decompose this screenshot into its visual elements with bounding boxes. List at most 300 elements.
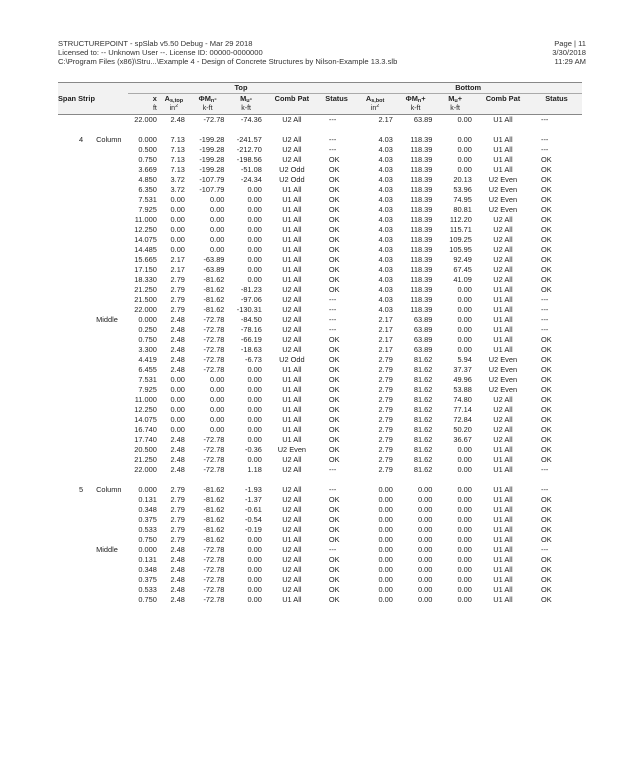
cell-strip xyxy=(86,145,128,155)
cell-span xyxy=(58,445,86,455)
table-row xyxy=(58,495,582,505)
cell-span xyxy=(58,385,86,395)
report-date: 3/30/2018 xyxy=(552,48,586,58)
cell-comb-top: U1 All xyxy=(282,405,302,414)
cell-as-bot: 4.03 xyxy=(378,275,393,284)
cell-as-bot: 2.79 xyxy=(378,355,393,364)
cell-phimn-top: -72.78 xyxy=(203,575,225,584)
cell-status-bot: OK xyxy=(541,505,552,514)
cell-mu-top: -24.34 xyxy=(240,175,262,184)
cell-x: 14.075 xyxy=(134,415,157,424)
table-row xyxy=(58,405,582,415)
cell-mu-bot: 74.80 xyxy=(453,395,472,404)
cell-mu-bot: 0.00 xyxy=(457,545,472,554)
cell-as-top: 2.48 xyxy=(170,325,185,334)
cell-status-bot: OK xyxy=(541,395,552,404)
cell-span: 5 xyxy=(78,485,84,494)
cell-strip xyxy=(86,375,128,385)
table-row xyxy=(58,155,582,165)
cell-span xyxy=(58,405,86,415)
cell-phimn-top: -199.28 xyxy=(199,155,225,164)
cell-as-top: 7.13 xyxy=(170,155,185,164)
cell-comb-top: U1 All xyxy=(282,235,302,244)
cell-phimn-top: 0.00 xyxy=(210,215,225,224)
table-row xyxy=(58,325,582,335)
cell-status-top: OK xyxy=(328,345,340,354)
cell-phimn-bot: 63.89 xyxy=(413,335,433,344)
cell-mu-top: 0.00 xyxy=(247,265,262,274)
cell-phimn-top: -72.78 xyxy=(203,465,225,474)
cell-mu-top: -0.54 xyxy=(244,515,262,524)
cell-phimn-top: -63.89 xyxy=(203,265,225,274)
table-row xyxy=(58,225,582,235)
cell-phimn-bot: 81.62 xyxy=(413,425,433,434)
cell-as-top: 2.48 xyxy=(170,465,185,474)
cell-comb-top: U2 All xyxy=(282,325,302,334)
table-row xyxy=(58,215,582,225)
cell-x: 22.000 xyxy=(134,115,157,124)
cell-status-bot: OK xyxy=(541,575,552,584)
table-row xyxy=(58,445,582,455)
table-row xyxy=(58,185,582,195)
cell-span xyxy=(58,575,86,585)
cell-comb-top: U2 All xyxy=(282,575,302,584)
cell-phimn-bot: 0.00 xyxy=(417,525,433,534)
cell-as-top: 0.00 xyxy=(170,425,185,434)
table-row xyxy=(58,585,582,595)
cell-as-bot: 0.00 xyxy=(378,525,393,534)
cell-strip xyxy=(86,305,128,315)
table-row xyxy=(58,425,582,435)
cell-phimn-bot: 0.00 xyxy=(417,505,433,514)
cell-mu-bot: 0.00 xyxy=(457,485,472,494)
cell-x: 0.000 xyxy=(138,315,157,324)
cell-mu-bot: 0.00 xyxy=(457,525,472,534)
col-as-top: $A_{s,top}$ xyxy=(160,94,188,105)
cell-phimn-bot: 81.62 xyxy=(413,455,433,464)
cell-comb-bot: U1 All xyxy=(493,445,513,454)
cell-comb-top: U1 All xyxy=(282,425,302,434)
cell-strip xyxy=(86,425,128,435)
cell-mu-bot: 0.00 xyxy=(457,555,472,564)
cell-x: 7.531 xyxy=(138,195,157,204)
cell-as-top: 0.00 xyxy=(170,415,185,424)
unit-phimn-top: k-ft xyxy=(188,104,228,115)
cell-phimn-bot: 63.89 xyxy=(413,325,433,334)
cell-comb-bot: U2 Even xyxy=(488,375,518,384)
cell-phimn-top: -81.62 xyxy=(203,515,225,524)
cell-as-top: 3.72 xyxy=(170,175,185,184)
cell-as-top: 3.72 xyxy=(170,185,185,194)
cell-strip xyxy=(86,495,128,505)
cell-status-bot: OK xyxy=(541,165,552,174)
cell-phimn-top: -72.78 xyxy=(203,595,225,604)
cell-span xyxy=(58,395,86,405)
cell-status-top: OK xyxy=(328,435,340,444)
cell-as-top: 2.17 xyxy=(170,255,185,264)
cell-mu-bot: 0.00 xyxy=(457,595,472,604)
cell-mu-top: 0.00 xyxy=(247,405,262,414)
table-row xyxy=(58,485,582,495)
cell-as-bot: 4.03 xyxy=(378,265,393,274)
unit-mu-top: k-ft xyxy=(227,104,264,115)
cell-mu-bot: 0.00 xyxy=(457,445,472,454)
cell-as-top: 0.00 xyxy=(170,385,185,394)
cell-span xyxy=(58,515,86,525)
cell-status-top: OK xyxy=(328,165,340,174)
cell-phimn-bot: 0.00 xyxy=(417,495,433,504)
cell-status-top: OK xyxy=(328,355,340,364)
col-mu-top: $M_u-$ xyxy=(227,94,264,105)
cell-strip xyxy=(86,515,128,525)
cell-mu-top: 0.00 xyxy=(247,585,262,594)
cell-span xyxy=(58,425,86,435)
cell-status-bot: OK xyxy=(541,335,552,344)
cell-mu-bot: 0.00 xyxy=(457,495,472,504)
cell-phimn-bot: 81.62 xyxy=(413,355,433,364)
cell-as-top: 2.48 xyxy=(170,595,185,604)
cell-as-bot: 0.00 xyxy=(378,585,393,594)
cell-phimn-top: -199.28 xyxy=(199,135,225,144)
cell-comb-top: U2 All xyxy=(282,345,302,354)
cell-as-bot: 2.79 xyxy=(378,435,393,444)
cell-phimn-top: -199.28 xyxy=(199,145,225,154)
cell-as-top: 0.00 xyxy=(170,235,185,244)
cell-status-bot: --- xyxy=(541,145,549,154)
cell-phimn-bot: 118.39 xyxy=(410,195,433,204)
cell-strip: Middle xyxy=(96,545,118,554)
cell-strip xyxy=(86,455,128,465)
col-x: x xyxy=(128,94,160,105)
cell-mu-top: 0.00 xyxy=(247,375,262,384)
cell-span xyxy=(58,215,86,225)
cell-phimn-top: -72.78 xyxy=(203,325,225,334)
col-mu-bot: $M_u+$ xyxy=(435,94,475,105)
cell-mu-bot: 0.00 xyxy=(457,455,472,464)
cell-phimn-bot: 118.39 xyxy=(410,215,433,224)
cell-phimn-top: -81.62 xyxy=(203,285,225,294)
cell-as-top: 2.79 xyxy=(170,505,185,514)
cell-as-top: 0.00 xyxy=(170,215,185,224)
cell-mu-top: 0.00 xyxy=(247,555,262,564)
cell-comb-bot: U1 All xyxy=(493,115,513,124)
cell-as-bot: 2.79 xyxy=(378,385,393,394)
cell-status-bot: OK xyxy=(541,595,552,604)
cell-comb-bot: U1 All xyxy=(493,515,513,524)
cell-strip xyxy=(86,345,128,355)
cell-mu-bot: 41.09 xyxy=(453,275,472,284)
cell-comb-bot: U1 All xyxy=(493,165,513,174)
cell-x: 0.375 xyxy=(138,515,157,524)
cell-strip xyxy=(86,365,128,375)
cell-status-top: --- xyxy=(328,545,337,554)
cell-x: 0.750 xyxy=(138,535,157,544)
cell-comb-top: U2 All xyxy=(282,555,302,564)
cell-strip xyxy=(86,115,128,126)
cell-comb-bot: U1 All xyxy=(493,345,513,354)
cell-x: 22.000 xyxy=(134,305,157,314)
cell-mu-top: -51.08 xyxy=(240,165,262,174)
cell-status-top: OK xyxy=(328,405,340,414)
group-top-label: Top xyxy=(128,83,355,94)
cell-strip xyxy=(86,195,128,205)
file-path: C:\Program Files (x86)\Stru...\Example 4 - Design of Concrete Structures by Nilson-Example 13.3.slb xyxy=(58,57,398,67)
cell-phimn-top: -72.78 xyxy=(203,365,225,374)
cell-as-bot: 4.03 xyxy=(378,205,393,214)
cell-mu-bot: 0.00 xyxy=(457,315,472,324)
cell-mu-top: -0.19 xyxy=(244,525,262,534)
cell-status-top: OK xyxy=(328,215,340,224)
cell-phimn-bot: 118.39 xyxy=(410,135,433,144)
cell-phimn-top: -72.78 xyxy=(203,565,225,574)
table-row xyxy=(58,255,582,265)
cell-comb-bot: U2 All xyxy=(493,275,513,284)
table-row xyxy=(58,435,582,445)
unit-as-bot: $in^2$ xyxy=(354,104,396,115)
cell-status-top: OK xyxy=(328,255,340,264)
cell-span xyxy=(58,365,86,375)
cell-status-bot: OK xyxy=(541,285,552,294)
cell-mu-top: 0.00 xyxy=(247,545,262,554)
cell-strip xyxy=(86,215,128,225)
cell-comb-bot: U2 All xyxy=(493,225,513,234)
cell-span xyxy=(58,565,86,575)
cell-status-bot: --- xyxy=(541,465,549,474)
cell-span: 4 xyxy=(78,135,84,144)
table-row xyxy=(58,165,582,175)
cell-phimn-top: -72.78 xyxy=(203,355,225,364)
cell-x: 0.000 xyxy=(138,545,157,554)
cell-mu-top: -18.63 xyxy=(240,345,262,354)
col-status-top: Status xyxy=(319,94,354,105)
cell-mu-bot: 105.95 xyxy=(449,245,472,254)
cell-status-top: OK xyxy=(328,335,340,344)
cell-mu-top: -66.19 xyxy=(240,335,262,344)
cell-comb-top: U2 All xyxy=(282,545,302,554)
cell-span xyxy=(58,465,86,475)
cell-phimn-bot: 81.62 xyxy=(413,375,433,384)
cell-comb-bot: U1 All xyxy=(493,505,513,514)
cell-x: 11.000 xyxy=(134,215,157,224)
cell-mu-top: -84.50 xyxy=(240,315,262,324)
cell-phimn-bot: 0.00 xyxy=(417,565,433,574)
table-row xyxy=(58,525,582,535)
cell-strip xyxy=(86,325,128,335)
cell-status-top: OK xyxy=(328,175,340,184)
cell-phimn-bot: 0.00 xyxy=(417,555,433,564)
cell-as-bot: 4.03 xyxy=(378,255,393,264)
cell-phimn-bot: 0.00 xyxy=(417,575,433,584)
cell-comb-bot: U2 All xyxy=(493,235,513,244)
cell-phimn-bot: 63.89 xyxy=(413,315,433,324)
cell-status-top: --- xyxy=(328,315,337,324)
table-row xyxy=(58,345,582,355)
table-row xyxy=(58,315,582,325)
cell-status-bot: OK xyxy=(541,345,552,354)
cell-status-bot: OK xyxy=(541,155,552,164)
cell-comb-top: U1 All xyxy=(282,245,302,254)
cell-mu-bot: 0.00 xyxy=(457,565,472,574)
cell-as-top: 0.00 xyxy=(170,205,185,214)
cell-span xyxy=(58,325,86,335)
cell-as-top: 2.48 xyxy=(170,355,185,364)
cell-mu-top: 0.00 xyxy=(247,195,262,204)
cell-phimn-bot: 118.39 xyxy=(410,285,433,294)
cell-mu-top: -0.61 xyxy=(244,505,262,514)
cell-status-top: --- xyxy=(328,295,337,304)
cell-mu-bot: 80.81 xyxy=(453,205,472,214)
cell-strip xyxy=(86,205,128,215)
cell-status-bot: OK xyxy=(541,415,552,424)
cell-phimn-top: 0.00 xyxy=(210,235,225,244)
cell-strip xyxy=(86,185,128,195)
cell-phimn-top: 0.00 xyxy=(210,405,225,414)
cell-status-bot: --- xyxy=(541,325,549,334)
col-span-strip: Span Strip xyxy=(58,94,128,105)
cell-x: 0.500 xyxy=(138,145,157,154)
cell-comb-bot: U1 All xyxy=(493,525,513,534)
cell-comb-bot: U1 All xyxy=(493,295,513,304)
cell-mu-top: 0.00 xyxy=(247,365,262,374)
cell-mu-top: -241.57 xyxy=(236,135,262,144)
cell-x: 12.250 xyxy=(134,405,157,414)
cell-mu-top: -198.56 xyxy=(236,155,262,164)
cell-comb-bot: U1 All xyxy=(493,495,513,504)
cell-comb-top: U2 All xyxy=(282,585,302,594)
cell-span xyxy=(58,275,86,285)
cell-x: 12.250 xyxy=(134,225,157,234)
cell-span xyxy=(58,295,86,305)
program-version: STRUCTUREPOINT - spSlab v5.50 Debug - Mar 29 2018 xyxy=(58,39,253,48)
cell-strip xyxy=(86,415,128,425)
cell-mu-top: 0.00 xyxy=(247,435,262,444)
cell-phimn-top: -72.78 xyxy=(203,445,225,454)
cell-strip xyxy=(86,435,128,445)
cell-comb-bot: U1 All xyxy=(493,325,513,334)
cell-phimn-bot: 81.62 xyxy=(413,385,433,394)
cell-x: 7.531 xyxy=(138,375,157,384)
cell-mu-bot: 49.96 xyxy=(453,375,472,384)
cell-x: 0.750 xyxy=(138,155,157,164)
cell-span xyxy=(58,205,86,215)
cell-as-top: 2.79 xyxy=(170,485,185,494)
cell-as-bot: 4.03 xyxy=(378,305,393,314)
cell-comb-bot: U2 All xyxy=(493,415,513,424)
cell-strip xyxy=(86,265,128,275)
table-row xyxy=(58,375,582,385)
cell-span xyxy=(58,235,86,245)
cell-comb-top: U2 All xyxy=(282,155,302,164)
cell-comb-top: U1 All xyxy=(282,435,302,444)
cell-comb-top: U1 All xyxy=(282,265,302,274)
cell-mu-top: -81.23 xyxy=(240,285,262,294)
table-row xyxy=(58,465,582,475)
cell-status-top: --- xyxy=(328,485,337,494)
cell-mu-top: -1.37 xyxy=(244,495,262,504)
cell-span xyxy=(58,375,86,385)
cell-comb-top: U2 All xyxy=(282,335,302,344)
cell-phimn-top: 0.00 xyxy=(210,225,225,234)
cell-comb-top: U2 All xyxy=(282,505,302,514)
cell-as-bot: 2.79 xyxy=(378,455,393,464)
cell-span xyxy=(58,525,86,535)
cell-status-top: OK xyxy=(328,265,340,274)
cell-mu-top: 1.18 xyxy=(247,465,262,474)
cell-span xyxy=(58,355,86,365)
cell-comb-bot: U1 All xyxy=(493,335,513,344)
cell-as-bot: 2.17 xyxy=(378,345,393,354)
cell-phimn-top: -81.62 xyxy=(203,295,225,304)
cell-phimn-top: -72.78 xyxy=(203,315,225,324)
cell-status-bot: OK xyxy=(541,275,552,284)
cell-span xyxy=(58,595,86,605)
table-row xyxy=(58,595,582,605)
cell-strip xyxy=(86,355,128,365)
unit-as-top: $in^2$ xyxy=(160,104,188,115)
cell-comb-bot: U1 All xyxy=(493,545,513,554)
cell-phimn-bot: 118.39 xyxy=(410,265,433,274)
cell-phimn-top: -72.78 xyxy=(203,335,225,344)
cell-strip xyxy=(86,175,128,185)
cell-status-top: --- xyxy=(328,305,337,314)
cell-mu-top: 0.00 xyxy=(247,225,262,234)
cell-status-top: OK xyxy=(328,555,340,564)
cell-mu-top: -212.70 xyxy=(236,145,262,154)
cell-status-top: OK xyxy=(328,285,340,294)
cell-comb-top: U2 All xyxy=(282,465,302,474)
cell-comb-top: U2 All xyxy=(282,455,302,464)
cell-status-top: OK xyxy=(328,155,340,164)
cell-phimn-bot: 118.39 xyxy=(410,275,433,284)
table-row xyxy=(58,115,582,126)
page-number: Page | 11 xyxy=(554,39,586,48)
cell-as-top: 7.13 xyxy=(170,165,185,174)
cell-phimn-top: -72.78 xyxy=(203,345,225,354)
cell-phimn-top: 0.00 xyxy=(210,375,225,384)
cell-phimn-bot: 118.39 xyxy=(410,295,433,304)
cell-span xyxy=(58,435,86,445)
cell-comb-top: U1 All xyxy=(282,275,302,284)
cell-mu-bot: 115.71 xyxy=(449,225,472,234)
cell-phimn-top: -72.78 xyxy=(203,455,225,464)
cell-status-top: OK xyxy=(328,505,340,514)
cell-span xyxy=(58,505,86,515)
cell-strip xyxy=(86,525,128,535)
cell-as-top: 2.48 xyxy=(170,565,185,574)
cell-comb-bot: U1 All xyxy=(493,305,513,314)
cell-phimn-bot: 81.62 xyxy=(413,405,433,414)
table-row xyxy=(58,265,582,275)
cell-strip xyxy=(86,295,128,305)
cell-span xyxy=(58,335,86,345)
cell-comb-top: U1 All xyxy=(282,385,302,394)
cell-status-bot: --- xyxy=(541,485,549,494)
license-info: Licensed to: -- Unknown User --. License ID: 00000-0000000 xyxy=(58,48,263,58)
cell-mu-top: 0.00 xyxy=(247,415,262,424)
cell-x: 17.740 xyxy=(134,435,157,444)
cell-phimn-top: -81.62 xyxy=(203,495,225,504)
cell-as-top: 2.48 xyxy=(170,435,185,444)
cell-strip xyxy=(86,555,128,565)
cell-as-top: 2.48 xyxy=(170,345,185,354)
cell-span xyxy=(58,545,86,555)
cell-span xyxy=(58,495,86,505)
cell-mu-top: 0.00 xyxy=(247,425,262,434)
cell-mu-bot: 0.00 xyxy=(457,325,472,334)
cell-strip xyxy=(86,275,128,285)
cell-as-bot: 4.03 xyxy=(378,295,393,304)
cell-x: 4.850 xyxy=(138,175,157,184)
